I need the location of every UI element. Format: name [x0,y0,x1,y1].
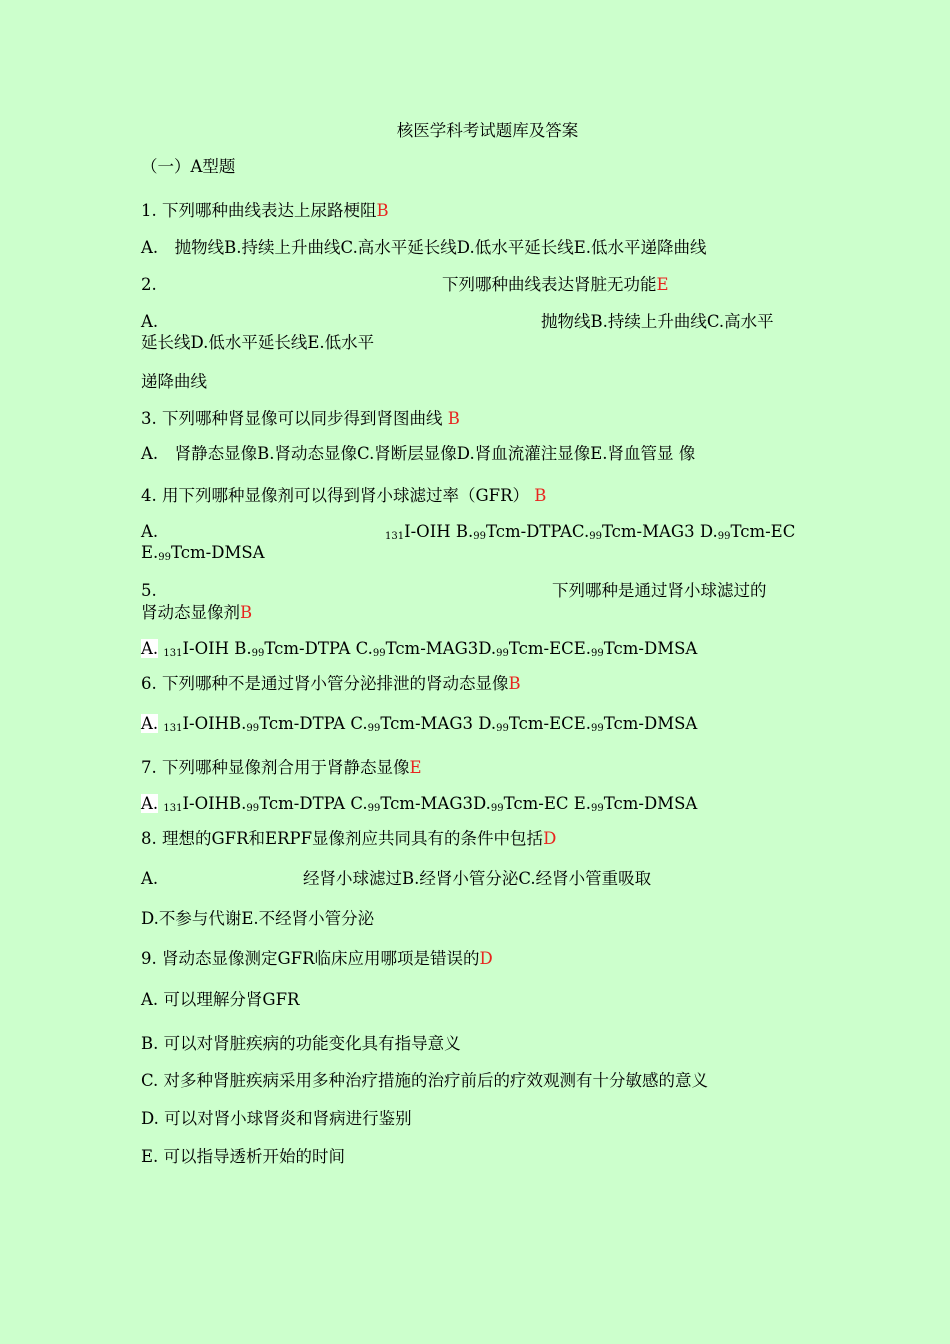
question-stem: 4. 用下列哪种显像剂可以得到肾小球滤过率（GFR） [141,486,530,505]
question-9-option-b: B. 可以对肾脏疾病的功能变化具有指导意义 [141,1034,461,1053]
question-1 [141,201,389,221]
question-8-option-label: A. [141,869,159,888]
question-stem: 8. 理想的GFR和ERPF显像剂应共同具有的条件中包括 [141,829,544,848]
question-2-number: 2. [141,275,157,294]
question-stem: 6. 下列哪种不是通过肾小管分泌排泄的肾动态显像 [141,674,509,693]
question-1-options: A. 抛物线B.持续上升曲线C.高水平延长线D.低水平延长线E.低水平递降曲线 [141,238,707,257]
question-9-option-d: D. 可以对肾小球肾炎和肾病进行鉴别 [141,1109,412,1128]
doc-title: 核医学科考试题库及答案 [396,121,579,140]
question-2-options-line1: 抛物线B.持续上升曲线C.高水平 [541,312,774,331]
question-7 [141,758,422,778]
question-9-option-e: E. 可以指导透析开始的时间 [141,1147,346,1166]
answer-key: D [543,829,557,848]
answer-key: B [508,674,521,693]
question-stem: 3. 下列哪种肾显像可以同步得到肾图曲线 [141,409,443,428]
question-3-options: A. 肾静态显像B.肾动态显像C.肾断层显像D.肾血流灌注显像E.肾血管显 像 [141,444,696,463]
question-2 [442,275,669,295]
question-stem: 7. 下列哪种显像剂合用于肾静态显像 [141,758,410,777]
answer-key: B [534,486,547,505]
question-4-options-line2: $E._{99}Tcm$-DMSA [141,543,265,563]
question-2-option-label: A. [141,312,159,331]
answer-key: B [376,201,389,220]
question-9-option-a: A. 可以理解分肾GFR [141,990,300,1009]
answer-key: B [447,409,460,428]
question-8-options-line2: D.不参与代谢E.不经肾小管分泌 [141,909,375,928]
question-stem: 9. 肾动态显像测定GFR临床应用哪项是错误的 [141,949,480,968]
question-stem: 1. 下列哪种曲线表达上尿路梗阻 [141,201,377,220]
question-9-option-c: C. 对多种肾脏疾病采用多种治疗措施的治疗前后的疗效观测有十分敏感的意义 [141,1071,709,1090]
question-5-stem-line1: 下列哪种是通过肾小球滤过的 [552,581,767,600]
question-6 [141,674,521,694]
answer-key: E [656,275,669,294]
question-2-options-line2: 延长线D.低水平延长线E.低水平 [141,333,375,352]
question-5-number: 5. [141,581,157,600]
question-5-stem-line2: 肾动态显像剂B [141,603,253,622]
question-5-options: A. $_{131}$I-OIH $B._{99}Tcm$-DTPA $C._{99}Tcm-MAG3D._{99}Tcm-ECE._{99}Tcm$-DMSA [141,639,698,659]
section-heading: （一）A型题 [141,157,236,176]
question-6-options: A. $_{131}I-OIHB._{99}Tcm$-DTPA $C._{99}Tcm-MAG3$ $D._{99}Tcm-ECE._{99}Tcm$-DMSA [141,714,698,734]
answer-key: D [479,949,493,968]
question-7-options: A. $_{131}I-OIHB._{99}Tcm$-DTPA $C._{99}Tcm-MAG3D._{99}Tcm-EC$ $E._{99}Tcm$-DMSA [141,794,698,814]
question-4-options-line1: $_{131}$I-OIH $B._{99}Tcm-DTPAC._{99}Tcm-MAG3$ $D._{99}Tcm-EC$ [385,522,796,542]
answer-key: E [409,758,422,777]
question-stem: 下列哪种曲线表达肾脏无功能 [442,275,657,294]
question-3 [141,409,460,429]
answer-key: B [240,603,253,622]
question-8 [141,829,556,849]
question-4-option-label: A. [141,522,159,541]
question-8-options-line1: 经肾小球滤过B.经肾小管分泌C.经肾小管重吸取 [303,869,652,888]
question-9 [141,949,493,969]
question-4 [141,486,546,506]
question-2-options-line3: 递降曲线 [141,372,207,391]
